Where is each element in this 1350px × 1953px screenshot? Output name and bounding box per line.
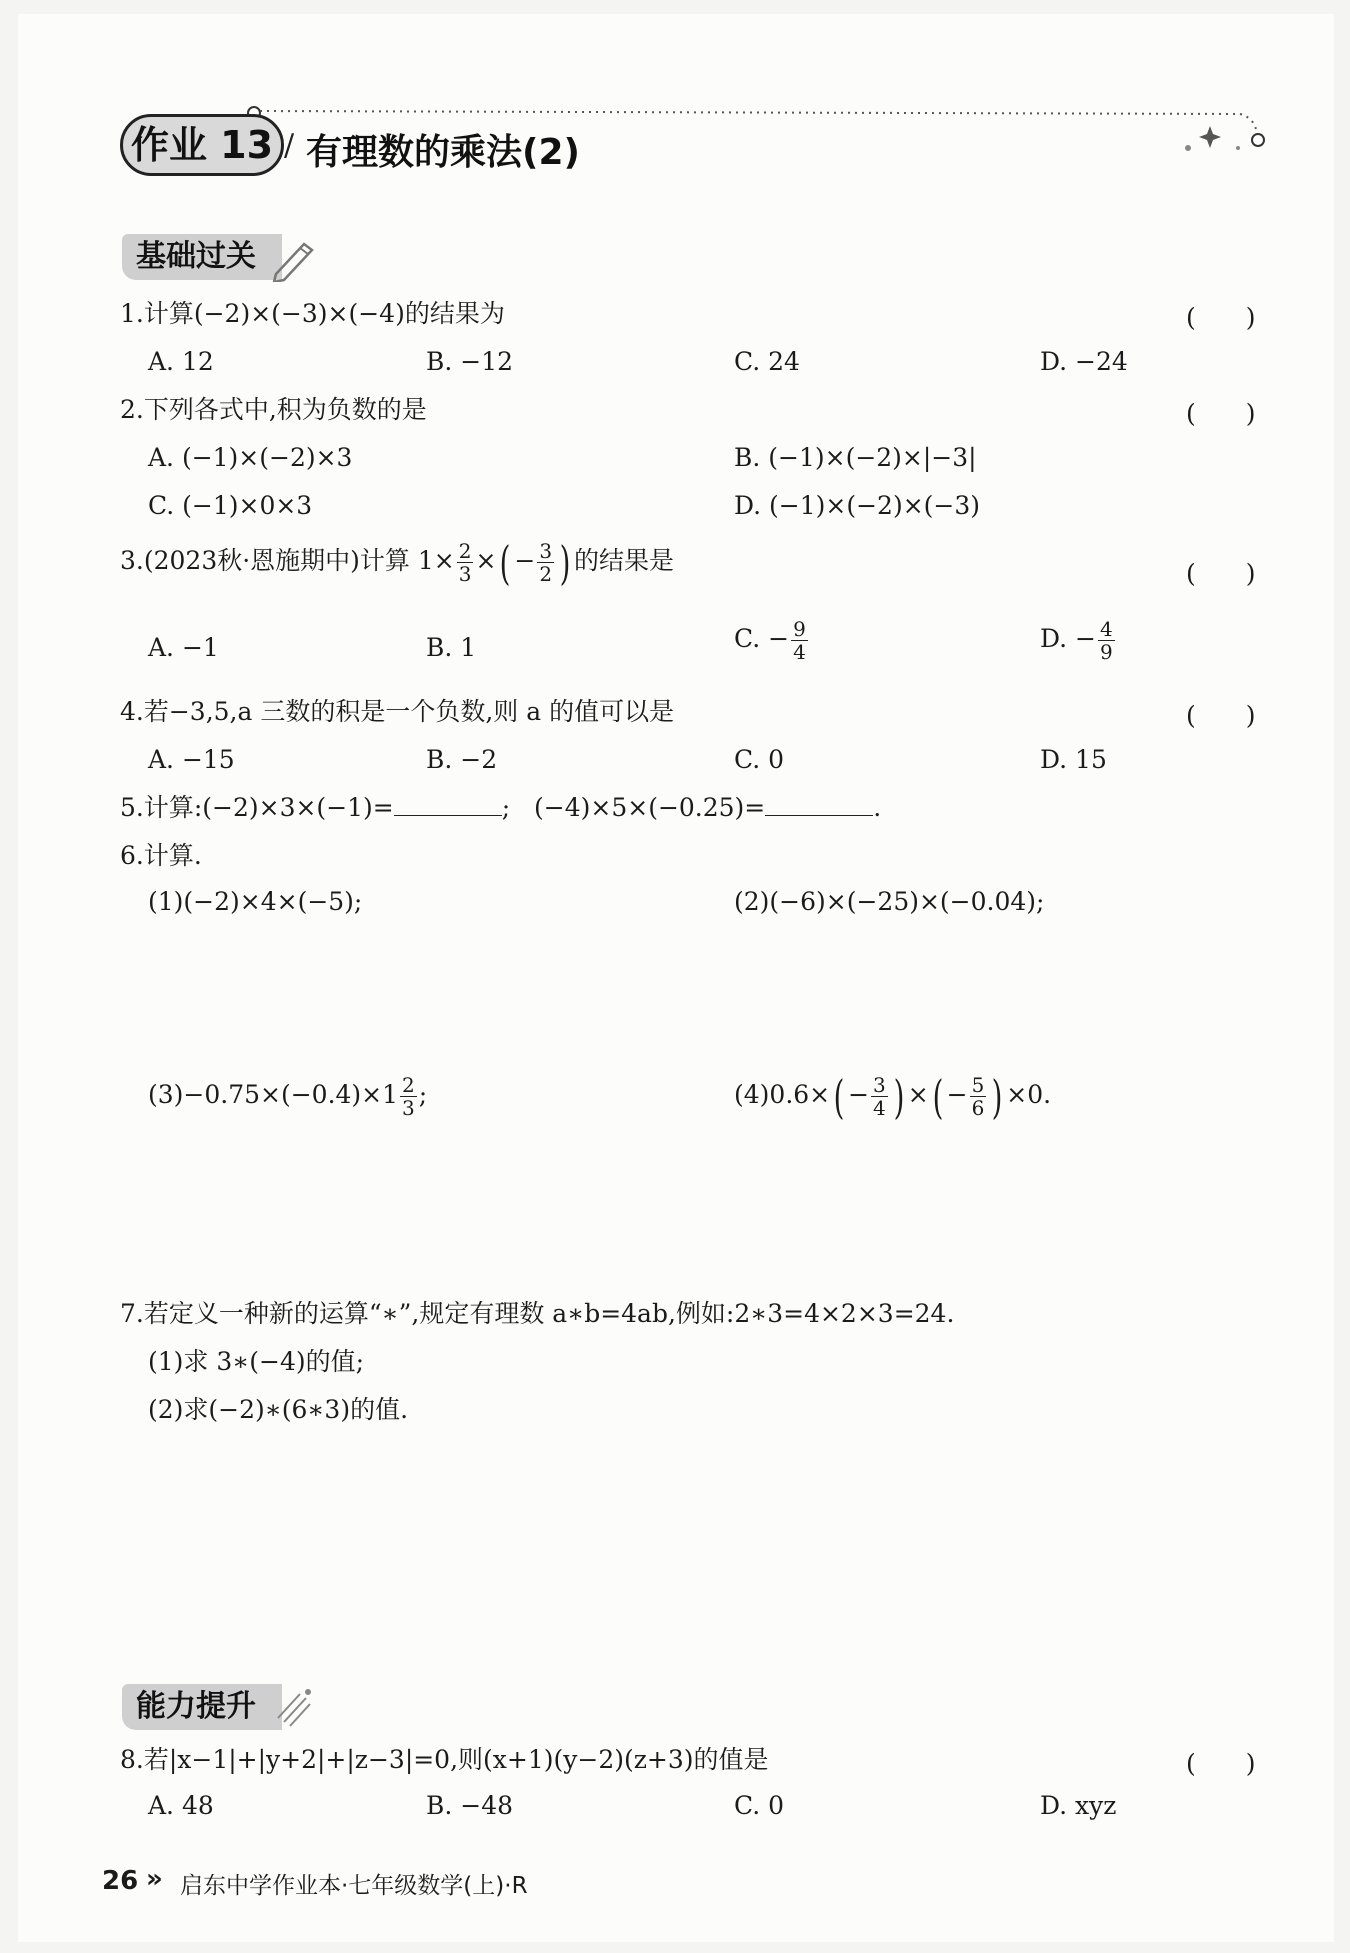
q6-part-1: (1)(−2)×4×(−5); (148, 887, 363, 916)
q8-option-d: D. xyz (1040, 1791, 1117, 1820)
q3-option-d: D. − $\frac{4}{9}$ (1040, 617, 1113, 664)
q2-answer-paren[interactable]: ( ) (1186, 399, 1256, 428)
q1-answer-paren[interactable]: ( ) (1186, 303, 1256, 332)
q6-stem: 6.计算. (120, 841, 202, 870)
footer-book-title: 启东中学作业本·七年级数学(上)·R (180, 1873, 528, 1899)
section-basic-tag: 基础过关 (122, 234, 282, 280)
q6-part-2: (2)(−6)×(−25)×(−0.04); (734, 887, 1045, 916)
q3-fraction-1: $\frac{2}{3}$ (458, 539, 472, 586)
q4-option-b: B. −2 (426, 745, 498, 774)
q3-stem: 3.(2023秋·恩施期中)计算 1× $\frac{2}{3}$ ×( − $\frac{3}{2}$ ) 的结果是 (120, 535, 675, 590)
q2-stem: 2.下列各式中,积为负数的是 (120, 395, 427, 424)
q2-option-d: D. (−1)×(−2)×(−3) (734, 491, 981, 520)
q7-part-2: (2)求(−2)∗(6∗3)的值. (148, 1395, 409, 1424)
q3-answer-paren[interactable]: ( ) (1186, 559, 1256, 588)
q4-option-a: A. −15 (148, 745, 235, 774)
title-slash: / (284, 128, 295, 163)
footer-arrow-icon: » (146, 1864, 163, 1894)
q1-option-b: B. −12 (426, 347, 514, 376)
page-title: 有理数的乘法(2) (306, 132, 580, 173)
q4-option-d: D. 15 (1040, 745, 1107, 774)
q8-option-c: C. 0 (734, 1791, 785, 1820)
q2-option-c: C. (−1)×0×3 (148, 491, 313, 520)
q1-option-d: D. −24 (1040, 347, 1128, 376)
q5-blank-2[interactable] (765, 793, 873, 816)
q8-option-a: A. 48 (148, 1791, 214, 1820)
q6-part-4: (4)0.6×( − $\frac{3}{4}$ ) ×( − $\frac{5}{6}$ ) ×0. (734, 1069, 1052, 1124)
pencil-icon (270, 236, 320, 282)
section-advanced-tag: 能力提升 (122, 1684, 282, 1730)
q3-fraction-2: $\frac{3}{2}$ (539, 539, 553, 586)
q4-stem: 4.若−3,5,a 三数的积是一个负数,则 a 的值可以是 (120, 697, 675, 726)
q8-option-b: B. −48 (426, 1791, 514, 1820)
q7-stem: 7.若定义一种新的运算“∗”,规定有理数 a∗b=4ab,例如:2∗3=4×2×3=24. (120, 1299, 955, 1328)
q3-option-c: C. − $\frac{9}{4}$ (734, 617, 806, 664)
q5-stem: 5.计算:(−2)×3×(−1)= ; (−4)×5×(−0.25)= . (120, 793, 882, 822)
q6-part-3: (3)−0.75×(−0.4)×1 $\frac{2}{3}$ ; (148, 1073, 428, 1120)
page-number: 26 (102, 1866, 139, 1896)
q2-option-a: A. (−1)×(−2)×3 (148, 443, 353, 472)
q7-part-1: (1)求 3∗(−4)的值; (148, 1347, 365, 1376)
q8-stem: 8.若|x−1|+|y+2|+|z−3|=0,则(x+1)(y−2)(z+3)的值是 (120, 1745, 769, 1774)
q4-option-c: C. 0 (734, 745, 785, 774)
q4-answer-paren[interactable]: ( ) (1186, 701, 1256, 730)
q1-stem: 1.计算(−2)×(−3)×(−4)的结果为 (120, 299, 505, 328)
q3-option-a: A. −1 (148, 633, 219, 662)
homework-badge: 作业 13 (120, 114, 284, 176)
q1-option-a: A. 12 (148, 347, 214, 376)
q3-option-b: B. 1 (426, 633, 477, 662)
q8-answer-paren[interactable]: ( ) (1186, 1749, 1256, 1778)
q1-option-c: C. 24 (734, 347, 800, 376)
sparkle-icon (270, 1684, 320, 1730)
q5-blank-1[interactable] (394, 793, 502, 816)
q2-option-b: B. (−1)×(−2)×|−3| (734, 443, 977, 472)
